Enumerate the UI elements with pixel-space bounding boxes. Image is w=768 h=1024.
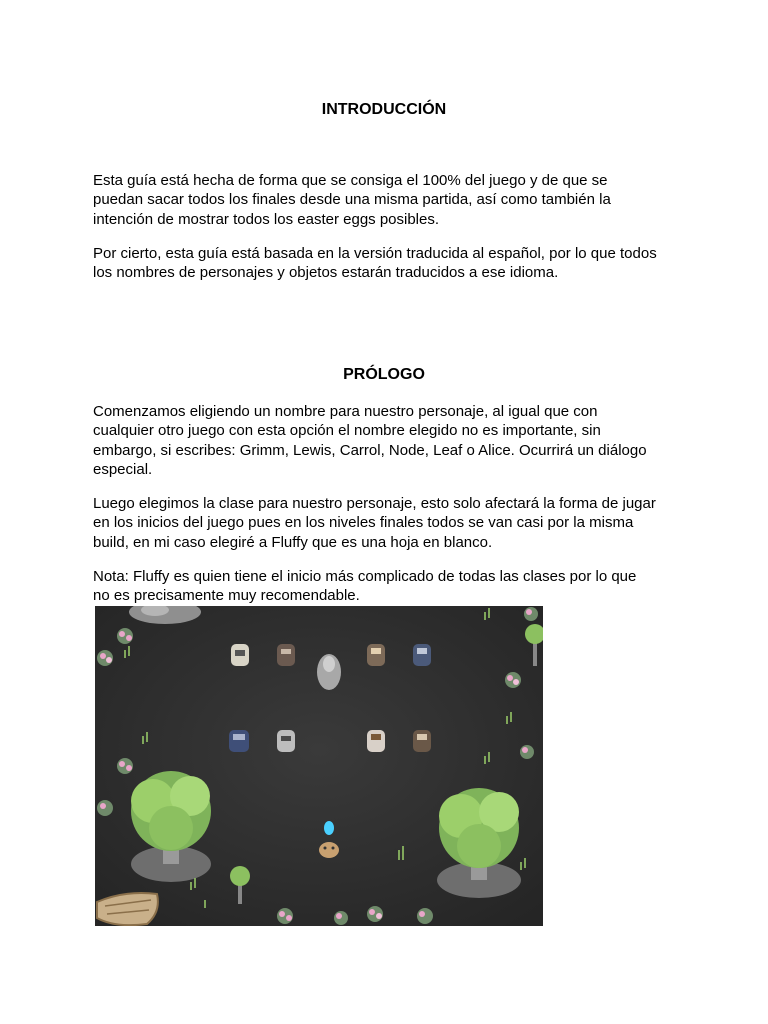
paragraph-prologo-1 bbox=[93, 402, 693, 479]
text-line: build, en mi caso elegiré a Fluffy que es una hoja en blanco. bbox=[93, 533, 493, 551]
text-line: puedan sacar todos los finales desde una misma partida, así como también la bbox=[93, 191, 611, 209]
flower-patch bbox=[97, 800, 113, 816]
character-sprite bbox=[229, 730, 249, 752]
stone-statue bbox=[317, 654, 341, 690]
heading-introduccion: INTRODUCCIÓN bbox=[321, 101, 447, 118]
character-sprite bbox=[367, 730, 385, 752]
text-line: intención de mostrar todos los easter eggs posibles. bbox=[93, 210, 440, 228]
flower-patch bbox=[417, 908, 433, 924]
paragraph-intro-1 bbox=[93, 171, 693, 229]
character-sprite bbox=[413, 644, 431, 666]
character-sprite bbox=[277, 730, 295, 752]
text-line: Esta guía está hecha de forma que se consiga el 100% del juego y de que se bbox=[93, 172, 608, 189]
paragraph-nota bbox=[93, 567, 693, 606]
heading-prologo: PRÓLOGO bbox=[343, 366, 425, 383]
character-sprite bbox=[277, 644, 295, 666]
text-line: los nombres de personajes y objetos estarán traducidos a ese idioma. bbox=[93, 264, 559, 282]
flower-patch bbox=[520, 745, 534, 759]
text-line: no es precisamente muy recomendable. bbox=[93, 587, 360, 605]
paragraph-intro-2 bbox=[93, 244, 693, 283]
tree-left bbox=[131, 771, 211, 882]
flower-patch bbox=[524, 607, 538, 621]
character-sprite bbox=[367, 644, 385, 666]
flower-patch bbox=[277, 908, 293, 924]
text-line: embargo, si escribes: Grimm, Lewis, Carrol, Node, Leaf o Alice. Ocurrirá un diálogo bbox=[93, 441, 647, 459]
flower-patch bbox=[505, 672, 521, 688]
paragraph-prologo-2 bbox=[93, 494, 693, 552]
flower-patch bbox=[97, 650, 113, 666]
character-sprite bbox=[413, 730, 431, 752]
game-screenshot bbox=[95, 606, 543, 926]
text-line: cualquier otro juego con esta opción el nombre elegido no es importante, sin bbox=[93, 422, 601, 440]
flower-patch bbox=[117, 758, 133, 774]
flower-patch bbox=[117, 628, 133, 644]
tree-right bbox=[437, 788, 521, 898]
flower-patch bbox=[334, 911, 348, 925]
flower-patch bbox=[367, 906, 383, 922]
text-line: en los inicios del juego pues en los niveles finales todos se van casi por la misma bbox=[93, 514, 634, 532]
text-line: Por cierto, esta guía está basada en la versión traducida al español, por lo que todos bbox=[93, 245, 657, 262]
text-line: Luego elegimos la clase para nuestro personaje, esto solo afectará la forma de jugar bbox=[93, 495, 656, 512]
game-scene bbox=[95, 606, 543, 926]
text-line: Nota: Fluffy es quien tiene el inicio más complicado de todas las clases por lo que bbox=[93, 568, 637, 585]
text-line: Comenzamos eligiendo un nombre para nuestro personaje, al igual que con bbox=[93, 403, 598, 420]
text-line: especial. bbox=[93, 460, 153, 478]
character-sprite bbox=[231, 644, 249, 666]
rowboat bbox=[97, 893, 158, 925]
